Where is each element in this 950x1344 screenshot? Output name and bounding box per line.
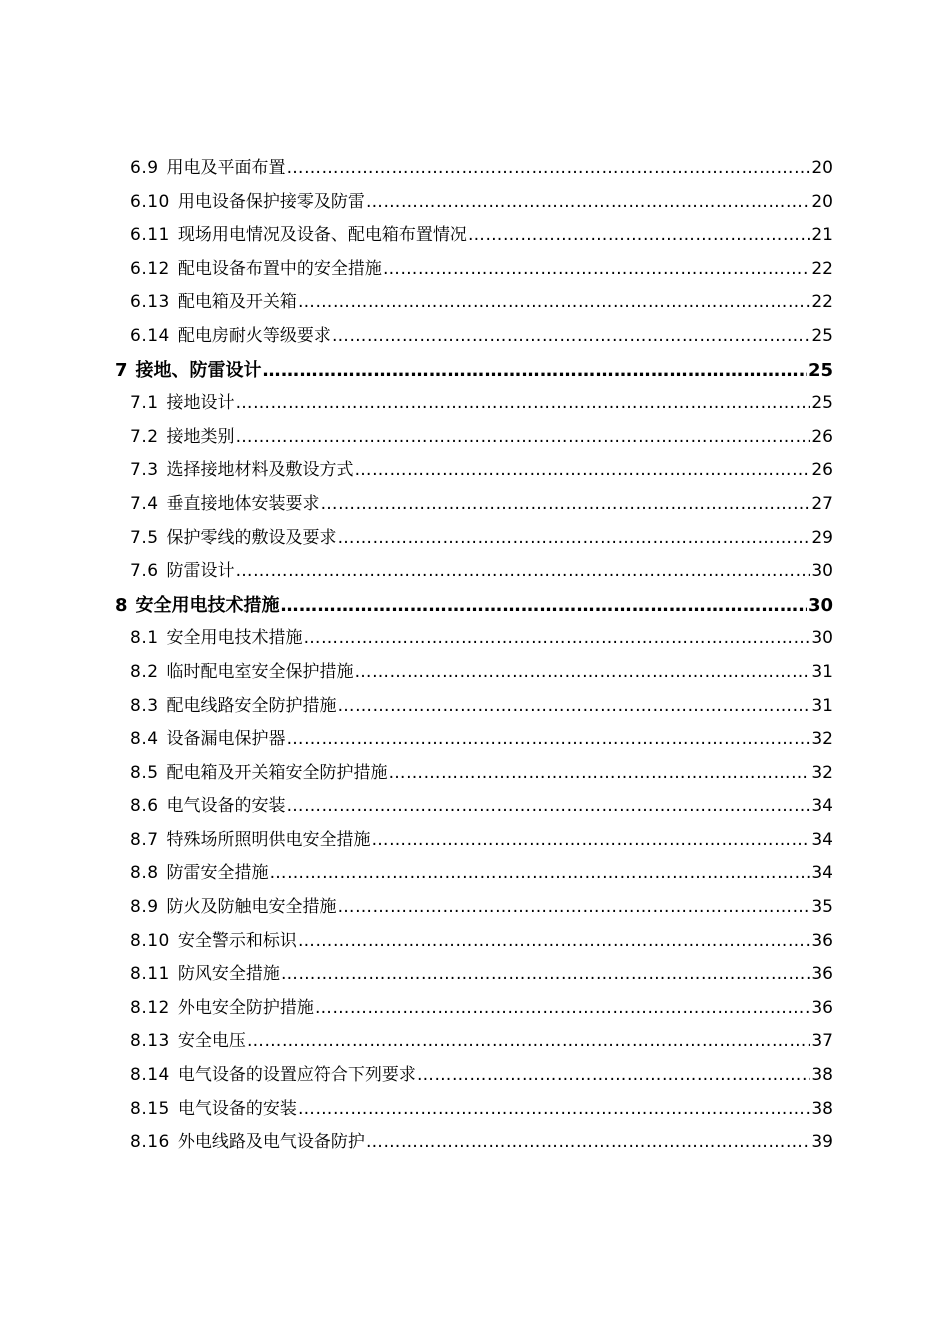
toc-entry-number: 8.6	[130, 796, 159, 817]
toc-entry-title: 电气设备的安装	[166, 796, 286, 817]
table-of-contents	[115, 152, 833, 1160]
toc-section-entry[interactable]	[115, 219, 833, 253]
toc-dot-leader	[366, 1126, 811, 1160]
toc-dot-leader	[287, 723, 811, 757]
toc-dot-leader	[236, 421, 811, 455]
toc-entry-number: 8.10	[130, 930, 170, 951]
toc-entry-title: 配电线路安全防护措施	[166, 695, 337, 716]
toc-entry-title: 接地设计	[166, 393, 235, 414]
toc-dot-leader	[338, 891, 811, 925]
toc-entry-title: 接地、防雷设计	[135, 359, 262, 381]
toc-entry-number: 7.2	[130, 426, 159, 447]
toc-section-entry[interactable]	[115, 186, 833, 220]
toc-dot-leader	[389, 757, 811, 791]
toc-dot-leader	[270, 857, 811, 891]
toc-entry-page: 34	[811, 796, 833, 817]
toc-entry-page: 32	[811, 762, 833, 783]
toc-section-entry[interactable]	[115, 992, 833, 1026]
toc-entry-number: 6.10	[130, 191, 170, 212]
toc-section-entry[interactable]	[115, 891, 833, 925]
toc-entry-title: 用电设备保护接零及防雷	[177, 191, 365, 212]
toc-dot-leader	[417, 1059, 811, 1093]
toc-section-entry[interactable]	[115, 1059, 833, 1093]
toc-entry-page: 25	[807, 359, 833, 381]
toc-section-entry[interactable]	[115, 454, 833, 488]
toc-entry-title: 配电设备布置中的安全措施	[177, 258, 382, 279]
toc-entry-title: 外电线路及电气设备防护	[177, 1132, 365, 1153]
toc-entry-number: 8.2	[130, 661, 159, 682]
toc-section-entry[interactable]	[115, 925, 833, 959]
toc-entry-number: 8.7	[130, 829, 159, 850]
toc-entry-number: 7.5	[130, 527, 159, 548]
toc-dot-leader	[321, 488, 811, 522]
toc-entry-title: 设备漏电保护器	[166, 729, 286, 750]
toc-entry-title: 特殊场所照明供电安全措施	[166, 829, 371, 850]
toc-entry-number: 7	[115, 359, 128, 381]
toc-entry-page: 39	[811, 1132, 833, 1153]
toc-entry-number: 6.9	[130, 158, 159, 178]
toc-dot-leader	[332, 320, 811, 354]
toc-entry-page: 30	[811, 561, 833, 582]
toc-entry-title: 选择接地材料及敷设方式	[166, 460, 354, 481]
toc-entry-title: 安全电压	[177, 1031, 246, 1052]
toc-entry-number: 8.13	[130, 1031, 170, 1052]
toc-entry-page: 27	[811, 493, 833, 514]
toc-dot-leader	[298, 1093, 811, 1127]
toc-dot-leader	[338, 690, 811, 724]
toc-section-entry[interactable]	[115, 320, 833, 354]
toc-entry-title: 安全用电技术措施	[166, 628, 303, 649]
toc-entry-page: 30	[811, 628, 833, 649]
toc-entry-page: 26	[811, 426, 833, 447]
toc-entry-page: 21	[811, 225, 833, 246]
toc-entry-title: 垂直接地体安装要求	[166, 493, 320, 514]
toc-entry-title: 临时配电室安全保护措施	[166, 661, 354, 682]
toc-entry-page: 29	[811, 527, 833, 548]
toc-section-entry[interactable]	[115, 656, 833, 690]
toc-entry-page: 32	[811, 729, 833, 750]
toc-entry-page: 30	[807, 594, 833, 616]
toc-entry-title: 配电箱及开关箱	[177, 292, 297, 313]
toc-entry-page: 31	[811, 661, 833, 682]
toc-entry-number: 8.1	[130, 628, 159, 649]
toc-section-entry[interactable]	[115, 522, 833, 556]
toc-section-entry[interactable]	[115, 622, 833, 656]
toc-entry-number: 6.13	[130, 292, 170, 313]
toc-entry-page: 31	[811, 695, 833, 716]
toc-entry-page: 20	[811, 158, 833, 178]
toc-entry-title: 防雷安全措施	[166, 863, 269, 884]
toc-entry-page: 38	[811, 1065, 833, 1086]
toc-entry-page: 25	[811, 325, 833, 346]
toc-entry-page: 25	[811, 393, 833, 414]
toc-entry-number: 8.12	[130, 997, 170, 1018]
toc-entry-title: 用电及平面布置	[166, 158, 286, 178]
toc-section-entry[interactable]	[115, 1093, 833, 1127]
toc-section-entry[interactable]	[115, 1126, 833, 1160]
toc-dot-leader	[468, 219, 811, 253]
toc-entry-title: 配电箱及开关箱安全防护措施	[166, 762, 388, 783]
toc-entry-number: 7.4	[130, 493, 159, 514]
toc-dot-leader	[236, 387, 811, 421]
toc-dot-leader	[355, 656, 811, 690]
toc-entry-number: 6.12	[130, 258, 170, 279]
toc-dot-leader	[315, 992, 811, 1026]
toc-dot-leader	[383, 253, 811, 287]
toc-dot-leader	[247, 1025, 811, 1059]
toc-entry-page: 36	[811, 997, 833, 1018]
toc-section-entry[interactable]	[115, 723, 833, 757]
toc-dot-leader	[355, 454, 811, 488]
toc-entry-number: 8.8	[130, 863, 159, 884]
toc-section-entry[interactable]	[115, 790, 833, 824]
toc-section-entry[interactable]	[115, 253, 833, 287]
toc-entry-number: 8	[115, 594, 128, 616]
toc-section-entry[interactable]	[115, 387, 833, 421]
toc-section-entry[interactable]	[115, 1025, 833, 1059]
toc-entry-number: 8.5	[130, 762, 159, 783]
toc-entry-title: 安全用电技术措施	[135, 594, 280, 616]
toc-entry-title: 配电房耐火等级要求	[177, 325, 331, 346]
toc-dot-leader	[281, 958, 811, 992]
toc-section-entry[interactable]	[115, 421, 833, 455]
toc-dot-leader	[372, 824, 811, 858]
toc-dot-leader	[263, 354, 807, 388]
toc-entry-number: 8.14	[130, 1065, 170, 1086]
toc-entry-page: 26	[811, 460, 833, 481]
toc-entry-number: 8.16	[130, 1132, 170, 1153]
toc-entry-number: 7.3	[130, 460, 159, 481]
toc-section-entry[interactable]	[115, 286, 833, 320]
toc-entry-title: 安全警示和标识	[177, 930, 297, 951]
toc-entry-page: 37	[811, 1031, 833, 1052]
toc-entry-title: 外电安全防护措施	[177, 997, 314, 1018]
toc-section-entry[interactable]	[115, 555, 833, 589]
toc-entry-title: 接地类别	[166, 426, 235, 447]
toc-entry-title: 防风安全措施	[177, 964, 280, 985]
toc-entry-number: 7.6	[130, 561, 159, 582]
toc-entry-number: 6.14	[130, 325, 170, 346]
toc-entry-number: 8.4	[130, 729, 159, 750]
toc-entry-page: 38	[811, 1098, 833, 1119]
toc-entry-number: 7.1	[130, 393, 159, 414]
toc-section-entry[interactable]	[115, 152, 833, 186]
toc-section-entry[interactable]	[115, 958, 833, 992]
toc-entry-number: 8.3	[130, 695, 159, 716]
toc-dot-leader	[366, 186, 811, 220]
toc-entry-page: 35	[811, 897, 833, 918]
toc-dot-leader	[236, 555, 811, 589]
toc-entry-number: 8.9	[130, 897, 159, 918]
toc-section-entry[interactable]	[115, 757, 833, 791]
toc-entry-number: 8.11	[130, 964, 170, 985]
toc-entry-page: 34	[811, 863, 833, 884]
toc-section-entry[interactable]	[115, 824, 833, 858]
toc-entry-page: 22	[811, 258, 833, 279]
toc-chapter-entry[interactable]	[115, 589, 833, 623]
toc-chapter-entry[interactable]	[115, 354, 833, 388]
toc-entry-title: 电气设备的设置应符合下列要求	[177, 1065, 416, 1086]
toc-dot-leader	[298, 925, 811, 959]
toc-entry-number: 6.11	[130, 225, 170, 246]
toc-entry-title: 电气设备的安装	[177, 1098, 297, 1119]
toc-entry-page: 36	[811, 930, 833, 951]
toc-entry-title: 保护零线的敷设及要求	[166, 527, 337, 548]
toc-section-entry[interactable]	[115, 690, 833, 724]
toc-section-entry[interactable]	[115, 488, 833, 522]
toc-entry-title: 防火及防触电安全措施	[166, 897, 337, 918]
toc-dot-leader	[298, 286, 811, 320]
toc-entry-title: 现场用电情况及设备、配电箱布置情况	[177, 225, 467, 246]
toc-dot-leader	[304, 622, 811, 656]
toc-entry-title: 防雷设计	[166, 561, 235, 582]
toc-dot-leader	[281, 589, 807, 623]
toc-entry-page: 36	[811, 964, 833, 985]
toc-dot-leader	[338, 522, 811, 556]
toc-entry-number: 8.15	[130, 1098, 170, 1119]
toc-entry-page: 20	[811, 191, 833, 212]
toc-dot-leader	[287, 152, 811, 186]
toc-entry-page: 22	[811, 292, 833, 313]
toc-section-entry[interactable]	[115, 857, 833, 891]
toc-dot-leader	[287, 790, 811, 824]
toc-entry-page: 34	[811, 829, 833, 850]
